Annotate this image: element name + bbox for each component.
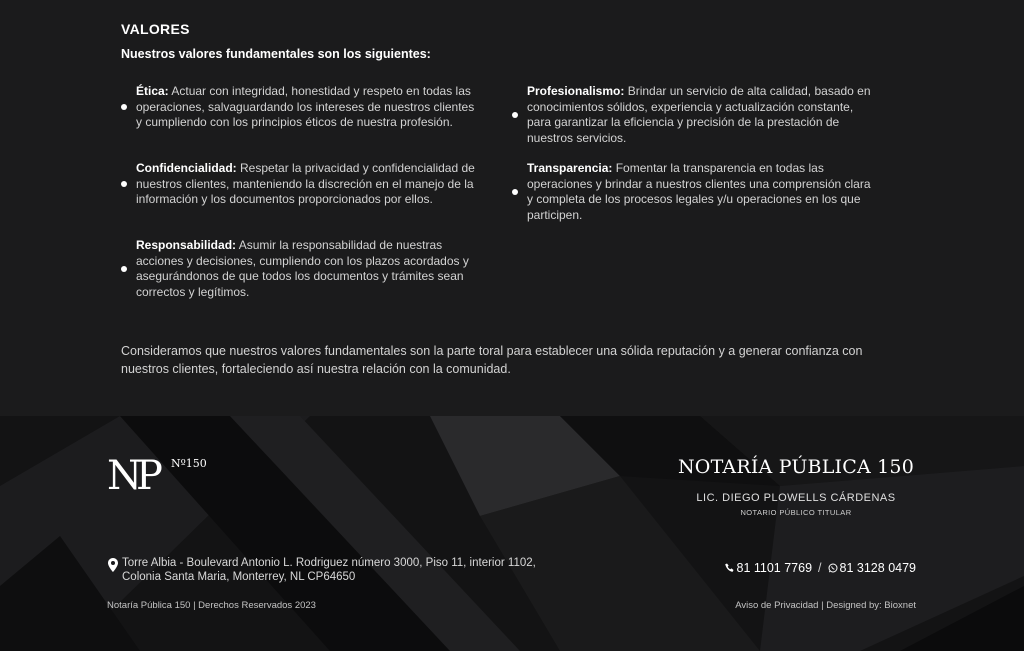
value-item-responsabilidad: [136, 238, 471, 300]
bullet-icon: [512, 189, 518, 195]
legal-separator: |: [821, 600, 824, 611]
designer-link[interactable]: Designed by: Bioxnet: [826, 600, 916, 611]
logo-mark: NP: [107, 453, 157, 499]
bullet-icon: [121, 104, 127, 110]
owner-role: NOTARIO PÚBLICO TITULAR: [740, 508, 852, 517]
bullet-icon: [121, 181, 127, 187]
address: [108, 556, 536, 584]
value-item-etica: [136, 84, 481, 131]
whatsapp-icon: [828, 563, 838, 573]
values-title: VALORES: [121, 21, 190, 37]
phone-icon: [725, 563, 735, 573]
phone-link[interactable]: 81 1101 7769: [736, 561, 813, 575]
value-text: Actuar con integridad, honestidad y respeto en todas las operaciones, salvaguardando los intereses de nuestros clientes y cumpliendo con los principios éticos de nuestra profesión.: [136, 84, 475, 129]
bullet-icon: [512, 112, 518, 118]
footer-background-shapes: [0, 416, 1024, 651]
value-name: Confidencialidad:: [136, 161, 237, 175]
copyright: Notaría Pública 150 | Derechos Reservados 2023: [107, 600, 316, 611]
address-line-2: Colonia Santa Maria, Monterrey, NL CP64650: [122, 571, 356, 583]
brand-block: [676, 456, 916, 517]
phone-separator: /: [818, 561, 822, 575]
legal-links: [735, 600, 916, 611]
logo-number: Nº150: [171, 457, 207, 470]
notaria-logo[interactable]: [107, 454, 227, 504]
whatsapp-link[interactable]: 81 3128 0479: [839, 561, 916, 575]
value-name: Responsabilidad:: [136, 238, 237, 252]
map-pin-icon: [108, 558, 118, 572]
value-text: Asumir la responsabilidad de nuestras acciones y decisiones, cumpliendo con los plazos acordados y asegurándonos de que todos los documentos y trámites sean correctos y legítimos.: [136, 238, 469, 299]
site-footer: [0, 416, 1024, 651]
value-item-transparencia: [527, 161, 872, 223]
value-name: Transparencia:: [527, 161, 613, 175]
values-intro: Nuestros valores fundamentales son los siguientes:: [121, 47, 431, 61]
value-item-confidencialidad: [136, 161, 481, 208]
value-name: Profesionalismo:: [527, 84, 625, 98]
phone-numbers: [725, 561, 917, 575]
value-name: Ética:: [136, 84, 169, 98]
bullet-icon: [121, 266, 127, 272]
brand-name: NOTARÍA PÚBLICA 150: [677, 456, 915, 478]
value-text: Brindar un servicio de alta calidad, basado en conocimientos sólidos, experiencia y actualización constante, para garantizar la eficiencia y precisión de la prestación de nuestros servicios.: [527, 84, 871, 145]
privacy-link[interactable]: Aviso de Privacidad: [735, 600, 819, 611]
owner-name: LIC. DIEGO PLOWELLS CÁRDENAS: [696, 492, 896, 504]
value-text: Respetar la privacidad y confidencialidad de nuestros clientes, manteniendo la discreción en el manejo de la información y los documentos proporcionados por ellos.: [136, 161, 475, 206]
value-item-profesionalismo: [527, 84, 879, 146]
address-line-1: Torre Albia - Boulevard Antonio L. Rodriguez número 3000, Piso 11, interior 1102,: [122, 557, 536, 569]
value-text: Fomentar la transparencia en todas las operaciones y brindar a nuestros clientes una comprensión clara y completa de los procesos legales y/u operaciones en los que participen.: [527, 161, 871, 222]
values-closing: Consideramos que nuestros valores fundamentales son la parte toral para establecer una sólida reputación y a generar confianza con nuestros clientes, fortaleciendo así nuestra relación con la comunidad.: [121, 344, 863, 376]
